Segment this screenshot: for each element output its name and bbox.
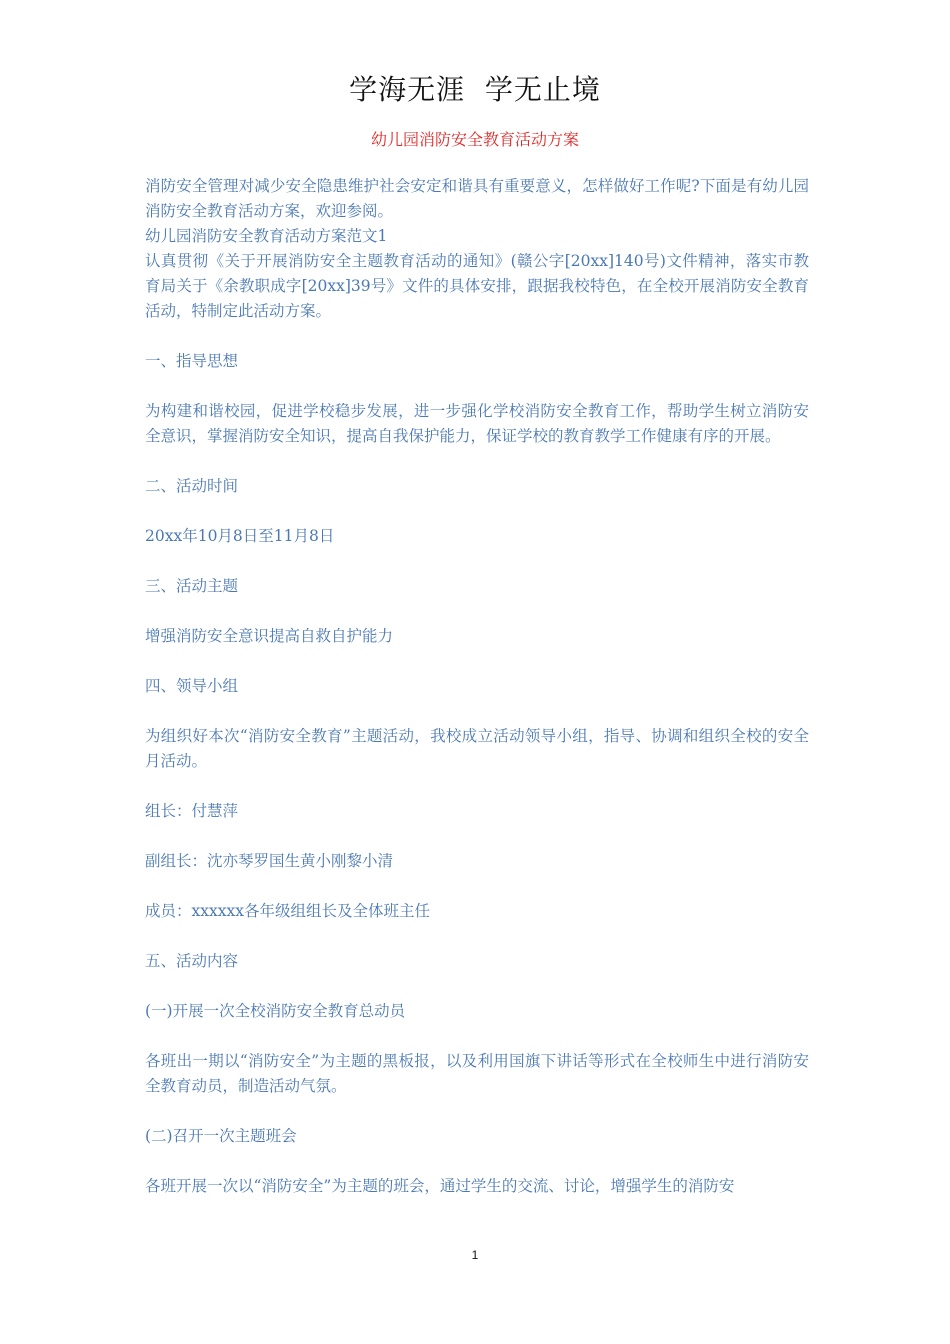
sample-heading: 幼儿园消防安全教育活动方案范文1 [145,227,388,245]
subsection-1-paragraph: 各班出一期以“消防安全”为主题的黑板报，以及利用国旗下讲话等形式在全校师生中进行消防安全教育动员，制造活动气氛。 [145,1052,809,1095]
subsection-heading-2: (二)召开一次主题班会 [145,1127,297,1145]
document-title: 幼儿园消防安全教育活动方案 [370,130,579,149]
section-heading-leadership: 四、领导小组 [145,677,239,695]
page-number: 1 [471,1248,479,1262]
section-heading-theme: 三、活动主题 [145,577,239,595]
theme-paragraph: 增强消防安全意识提高自救自护能力 [145,627,394,645]
purpose-paragraph: 认真贯彻《关于开展消防安全主题教育活动的通知》(赣公字[20xx]140号)文件精神，落实市教育局关于《余教职成字[20xx]39号》文件的具体安排，跟据我校特色，在全校开展消防安全教育活动，特制定此活动方案。 [145,252,809,320]
group-leader-line: 组长：付慧萍 [145,802,239,820]
subsection-heading-1: (一)开展一次全校消防安全教育总动员 [145,1002,406,1020]
section-heading-content: 五、活动内容 [145,952,239,970]
intro-paragraph: 消防安全管理对减少安全隐患维护社会安定和谐具有重要意义，怎样做好工作呢?下面是有幼儿园消防安全教育活动方案，欢迎参阅。 [145,177,809,220]
document-body [145,174,809,1199]
activity-time-paragraph: 20xx年10月8日至11月8日 [145,527,335,545]
deputy-leader-line: 副组长：沈亦琴罗国生黄小刚黎小清 [145,852,394,870]
section-heading-guiding-idea: 一、指导思想 [145,352,239,370]
page-header: 学海无涯 学无止境 [349,73,601,106]
leadership-paragraph: 为组织好本次“消防安全教育”主题活动，我校成立活动领导小组，指导、协调和组织全校的安全月活动。 [145,727,809,770]
subsection-2-paragraph: 各班开展一次以“消防安全”为主题的班会，通过学生的交流、讨论，增强学生的消防安 [145,1177,735,1195]
guiding-idea-paragraph: 为构建和谐校园，促进学校稳步发展，进一步强化学校消防安全教育工作，帮助学生树立消防安全意识，掌握消防安全知识，提高自我保护能力，保证学校的教育教学工作健康有序的开展。 [145,402,809,445]
members-line: 成员：xxxxxx各年级组组长及全体班主任 [145,902,430,920]
section-heading-activity-time: 二、活动时间 [145,477,239,495]
